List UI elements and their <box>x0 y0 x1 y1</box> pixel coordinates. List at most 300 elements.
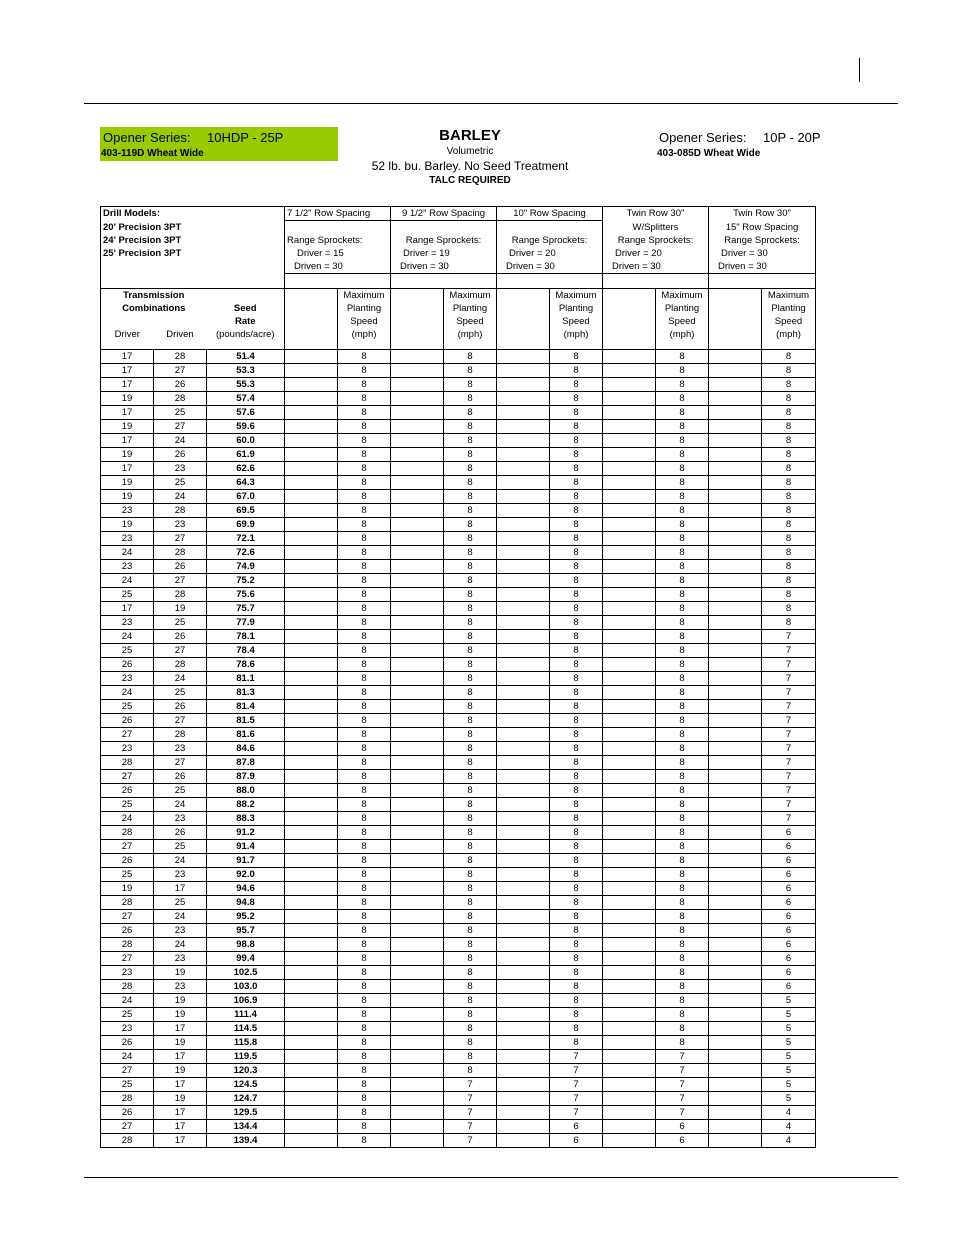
blank-cell <box>285 965 338 979</box>
speed-cell: 4 <box>762 1133 816 1147</box>
speed-cell: 8 <box>656 657 709 671</box>
seed-rate-cell: 74.9 <box>207 559 285 573</box>
speed-cell: 8 <box>550 783 603 797</box>
blank-cell <box>603 755 656 769</box>
driven-cell: 19 <box>154 965 207 979</box>
blank-cell <box>603 405 656 419</box>
driver-cell: 19 <box>101 447 154 461</box>
speed-cell: 7 <box>762 671 816 685</box>
seed-rate-cell: 81.4 <box>207 699 285 713</box>
speed-cell: 8 <box>550 979 603 993</box>
blank-cell <box>285 433 338 447</box>
speed-cell: 7 <box>762 797 816 811</box>
driven-cell: 25 <box>154 685 207 699</box>
seed-header: Seed <box>207 302 285 315</box>
pounds-acre-header: (pounds/acre) <box>207 328 285 341</box>
speed-cell: 8 <box>656 741 709 755</box>
table-row <box>101 643 816 657</box>
driven-cell: 23 <box>154 979 207 993</box>
table-row <box>101 881 816 895</box>
blank-cell <box>391 545 444 559</box>
table-row <box>101 517 816 531</box>
table-row <box>101 1049 816 1063</box>
speed-cell: 6 <box>762 895 816 909</box>
blank-cell <box>285 615 338 629</box>
blank-cell <box>497 531 550 545</box>
speed-cell: 8 <box>338 377 391 391</box>
driver-cell: 23 <box>101 741 154 755</box>
speed-cell: 8 <box>550 377 603 391</box>
driven-cell: 28 <box>154 349 207 363</box>
speed-unit: (mph) <box>338 328 391 341</box>
blank-cell <box>391 643 444 657</box>
table-row <box>101 433 816 447</box>
blank-cell <box>285 1105 338 1119</box>
speed-cell: 8 <box>338 629 391 643</box>
speed-cell: 8 <box>338 867 391 881</box>
blank-cell <box>603 825 656 839</box>
speed-cell: 8 <box>444 895 497 909</box>
blank-cell <box>285 769 338 783</box>
driven-cell: 25 <box>154 783 207 797</box>
blank-cell <box>709 391 762 405</box>
driver-cell: 17 <box>101 405 154 419</box>
driver-cell: 25 <box>101 587 154 601</box>
speed-cell: 8 <box>338 1091 391 1105</box>
speed-cell: 8 <box>762 489 816 503</box>
blank-cell <box>603 965 656 979</box>
blank-cell <box>497 1105 550 1119</box>
seed-rate-cell: 57.4 <box>207 391 285 405</box>
speed-cell: 6 <box>762 923 816 937</box>
speed-cell: 8 <box>550 573 603 587</box>
blank-cell <box>391 629 444 643</box>
table-row <box>101 503 816 517</box>
speed-cell: 8 <box>550 1007 603 1021</box>
blank-cell <box>709 377 762 391</box>
table-row <box>101 1021 816 1035</box>
table-row <box>101 825 816 839</box>
speed-header-2: Maximum <box>444 289 497 303</box>
seed-rate-cell: 59.6 <box>207 419 285 433</box>
driver-cell: 26 <box>101 713 154 727</box>
blank-cell <box>391 951 444 965</box>
speed-cell: 8 <box>656 769 709 783</box>
seed-rate-cell: 81.3 <box>207 685 285 699</box>
blank-cell <box>709 881 762 895</box>
blank-cell <box>285 377 338 391</box>
blank-cell <box>497 685 550 699</box>
driver-cell: 27 <box>101 839 154 853</box>
speed-cell: 8 <box>444 881 497 895</box>
blank-cell <box>391 391 444 405</box>
speed-cell: 8 <box>656 643 709 657</box>
seed-rate-table <box>100 206 816 1148</box>
blank-cell <box>391 559 444 573</box>
speed-cell: 8 <box>444 1007 497 1021</box>
blank-cell <box>709 951 762 965</box>
table-row <box>101 587 816 601</box>
speed-cell: 6 <box>762 951 816 965</box>
blank-cell <box>285 489 338 503</box>
driver-header: Driver <box>101 328 154 341</box>
speed-cell: 8 <box>656 559 709 573</box>
blank-cell <box>709 825 762 839</box>
speed-cell: 8 <box>550 909 603 923</box>
speed-cell: 8 <box>444 811 497 825</box>
driven-sprocket-4: Driven = 30 <box>603 260 709 274</box>
speed-cell: 8 <box>444 559 497 573</box>
driven-cell: 19 <box>154 993 207 1007</box>
speed-cell: 8 <box>338 755 391 769</box>
speed-cell: 7 <box>762 727 816 741</box>
speed-cell: 8 <box>338 923 391 937</box>
speed-cell: 8 <box>338 601 391 615</box>
speed-cell: 8 <box>656 979 709 993</box>
blank-cell <box>497 573 550 587</box>
speed-cell: 8 <box>338 573 391 587</box>
speed-cell: 7 <box>656 1105 709 1119</box>
blank-cell <box>391 587 444 601</box>
speed-cell: 8 <box>762 475 816 489</box>
blank-cell <box>497 671 550 685</box>
seed-rate-cell: 87.9 <box>207 769 285 783</box>
seed-rate-cell: 75.7 <box>207 601 285 615</box>
speed-cell: 5 <box>762 1035 816 1049</box>
speed-cell: 8 <box>550 615 603 629</box>
table-row <box>101 615 816 629</box>
blank-cell <box>603 559 656 573</box>
opener-label: Opener Series: <box>103 130 191 145</box>
speed-cell: 8 <box>656 1007 709 1021</box>
transmission-header: Transmission <box>101 289 207 303</box>
speed-cell: 8 <box>338 405 391 419</box>
speed-cell: 8 <box>338 1063 391 1077</box>
table-row <box>101 601 816 615</box>
blank-cell <box>497 489 550 503</box>
seed-rate-cell: 134.4 <box>207 1119 285 1133</box>
blank-cell <box>603 531 656 545</box>
driver-cell: 19 <box>101 475 154 489</box>
blank-cell <box>603 685 656 699</box>
blank-cell <box>285 1063 338 1077</box>
driver-sprocket-5: Driver = 30 <box>709 247 816 260</box>
blank-cell <box>709 615 762 629</box>
speed-cell: 8 <box>550 391 603 405</box>
speed-cell: 7 <box>762 643 816 657</box>
blank-cell <box>391 923 444 937</box>
bottom-rule <box>84 1177 898 1178</box>
driven-cell: 24 <box>154 489 207 503</box>
speed-cell: 6 <box>762 909 816 923</box>
driven-cell: 19 <box>154 1091 207 1105</box>
speed-cell: 8 <box>550 741 603 755</box>
driven-cell: 27 <box>154 531 207 545</box>
blank-cell <box>391 531 444 545</box>
speed-cell: 8 <box>444 447 497 461</box>
blank-cell <box>603 601 656 615</box>
speed-cell: 8 <box>550 993 603 1007</box>
speed-subheader: Speed <box>338 315 391 328</box>
speed-cell: 7 <box>550 1063 603 1077</box>
speed-cell: 8 <box>656 895 709 909</box>
speed-subheader: Planting <box>444 302 497 315</box>
speed-cell: 8 <box>656 545 709 559</box>
blank-cell <box>709 1077 762 1091</box>
blank-cell <box>285 937 338 951</box>
driver-cell: 24 <box>101 685 154 699</box>
speed-cell: 8 <box>550 475 603 489</box>
driver-sprocket-1: Driver = 15 <box>285 247 391 260</box>
blank-cell <box>603 657 656 671</box>
speed-cell: 8 <box>444 573 497 587</box>
speed-cell: 8 <box>550 853 603 867</box>
table-row <box>101 531 816 545</box>
blank-cell <box>285 363 338 377</box>
speed-cell: 8 <box>444 377 497 391</box>
speed-cell: 8 <box>550 937 603 951</box>
speed-cell: 8 <box>444 1021 497 1035</box>
spacing-subname-4: W/Splitters <box>603 221 709 235</box>
opener-series: 10P - 20P <box>763 130 821 145</box>
blank-cell <box>497 503 550 517</box>
blank-cell <box>709 839 762 853</box>
driven-cell: 26 <box>154 559 207 573</box>
speed-cell: 8 <box>338 615 391 629</box>
speed-cell: 8 <box>656 993 709 1007</box>
speed-cell: 8 <box>656 433 709 447</box>
speed-cell: 8 <box>762 517 816 531</box>
driven-cell: 25 <box>154 475 207 489</box>
seed-rate-cell: 91.4 <box>207 839 285 853</box>
speed-cell: 8 <box>444 363 497 377</box>
rate-header: Rate <box>207 315 285 328</box>
opener-part: 403-085D Wheat Wide <box>657 148 761 159</box>
seed-rate-cell: 129.5 <box>207 1105 285 1119</box>
blank-cell <box>391 601 444 615</box>
driver-cell: 28 <box>101 825 154 839</box>
blank-cell <box>391 1063 444 1077</box>
seed-rate-cell: 64.3 <box>207 475 285 489</box>
speed-cell: 8 <box>338 545 391 559</box>
table-row <box>101 853 816 867</box>
seed-rate-cell: 119.5 <box>207 1049 285 1063</box>
speed-cell: 8 <box>338 475 391 489</box>
seed-rate-cell: 94.6 <box>207 881 285 895</box>
blank-cell <box>497 391 550 405</box>
blank-cell <box>709 909 762 923</box>
speed-cell: 7 <box>444 1091 497 1105</box>
blank-cell <box>709 699 762 713</box>
drill-model-2: 24' Precision 3PT <box>101 234 285 247</box>
blank-cell <box>285 573 338 587</box>
driven-sprocket-5: Driven = 30 <box>709 260 816 274</box>
blank-cell <box>497 1021 550 1035</box>
driver-cell: 27 <box>101 951 154 965</box>
blank-cell <box>391 853 444 867</box>
seed-rate-cell: 60.0 <box>207 433 285 447</box>
blank-cell <box>603 671 656 685</box>
driven-cell: 19 <box>154 1007 207 1021</box>
range-sprockets-4: Range Sprockets: <box>603 234 709 247</box>
table-row <box>101 797 816 811</box>
driven-cell: 17 <box>154 881 207 895</box>
speed-cell: 8 <box>656 881 709 895</box>
driver-cell: 25 <box>101 1077 154 1091</box>
table-row <box>101 783 816 797</box>
blank-cell <box>603 951 656 965</box>
top-rule <box>84 103 898 104</box>
table-row <box>101 755 816 769</box>
blank-cell <box>603 475 656 489</box>
driver-cell: 23 <box>101 615 154 629</box>
speed-cell: 8 <box>550 461 603 475</box>
driven-cell: 28 <box>154 587 207 601</box>
seed-rate-cell: 72.6 <box>207 545 285 559</box>
blank-cell <box>603 853 656 867</box>
speed-cell: 8 <box>550 965 603 979</box>
driven-cell: 17 <box>154 1049 207 1063</box>
speed-cell: 8 <box>444 825 497 839</box>
blank-cell <box>285 601 338 615</box>
driver-cell: 19 <box>101 881 154 895</box>
table-row <box>101 559 816 573</box>
speed-cell: 8 <box>444 937 497 951</box>
blank-cell <box>391 727 444 741</box>
seed-rate-cell: 78.1 <box>207 629 285 643</box>
blank-cell <box>285 825 338 839</box>
speed-unit: (mph) <box>550 328 603 341</box>
driver-cell: 24 <box>101 993 154 1007</box>
blank-cell <box>497 727 550 741</box>
seed-rate-cell: 103.0 <box>207 979 285 993</box>
driven-cell: 24 <box>154 937 207 951</box>
table-row <box>101 1091 816 1105</box>
speed-cell: 8 <box>444 839 497 853</box>
driven-cell: 26 <box>154 699 207 713</box>
drill-model-1: 20' Precision 3PT <box>101 221 285 235</box>
speed-cell: 8 <box>338 559 391 573</box>
speed-cell: 8 <box>338 671 391 685</box>
driver-cell: 27 <box>101 1119 154 1133</box>
seed-rate-cell: 95.2 <box>207 909 285 923</box>
seed-rate-cell: 78.6 <box>207 657 285 671</box>
blank-cell <box>497 615 550 629</box>
method-label: Volumetric <box>446 146 494 157</box>
page-title-block <box>340 127 600 187</box>
table-row <box>101 573 816 587</box>
driven-cell: 17 <box>154 1105 207 1119</box>
table-row <box>101 377 816 391</box>
speed-cell: 8 <box>550 419 603 433</box>
blank-cell <box>709 811 762 825</box>
driver-cell: 26 <box>101 783 154 797</box>
blank-cell <box>497 1133 550 1147</box>
driven-cell: 24 <box>154 853 207 867</box>
speed-cell: 8 <box>444 755 497 769</box>
driven-cell: 27 <box>154 755 207 769</box>
blank-cell <box>603 1049 656 1063</box>
blank-cell <box>285 1021 338 1035</box>
blank-cell <box>603 923 656 937</box>
speed-cell: 8 <box>444 433 497 447</box>
driver-cell: 26 <box>101 1105 154 1119</box>
driver-cell: 17 <box>101 461 154 475</box>
blank-cell <box>709 965 762 979</box>
blank-cell <box>603 391 656 405</box>
table-row <box>101 867 816 881</box>
driven-cell: 28 <box>154 503 207 517</box>
driver-cell: 28 <box>101 895 154 909</box>
speed-cell: 8 <box>762 419 816 433</box>
driven-cell: 23 <box>154 951 207 965</box>
seed-rate-cell: 67.0 <box>207 489 285 503</box>
blank-cell <box>709 1049 762 1063</box>
speed-cell: 8 <box>338 447 391 461</box>
driver-cell: 26 <box>101 923 154 937</box>
speed-header-3: Maximum <box>550 289 603 303</box>
driven-cell: 26 <box>154 825 207 839</box>
speed-cell: 7 <box>656 1091 709 1105</box>
table-row <box>101 447 816 461</box>
blank-cell <box>285 993 338 1007</box>
speed-cell: 6 <box>550 1119 603 1133</box>
blank-cell <box>709 713 762 727</box>
table-row <box>101 1007 816 1021</box>
driver-sprocket-3: Driver = 20 <box>497 247 603 260</box>
speed-subheader: Planting <box>656 302 709 315</box>
table-row <box>101 1105 816 1119</box>
table-row <box>101 391 816 405</box>
table-row <box>101 937 816 951</box>
blank-cell <box>391 895 444 909</box>
speed-cell: 8 <box>550 713 603 727</box>
driven-cell: 23 <box>154 461 207 475</box>
blank-cell <box>391 377 444 391</box>
blank-cell <box>497 1119 550 1133</box>
blank-cell <box>709 1091 762 1105</box>
seed-rate-cell: 57.6 <box>207 405 285 419</box>
driver-cell: 24 <box>101 629 154 643</box>
blank-cell <box>603 741 656 755</box>
speed-cell: 8 <box>762 601 816 615</box>
blank-cell <box>603 1091 656 1105</box>
speed-cell: 8 <box>338 685 391 699</box>
driven-sprocket-1: Driven = 30 <box>285 260 391 274</box>
seed-rate-cell: 111.4 <box>207 1007 285 1021</box>
speed-cell: 6 <box>762 825 816 839</box>
speed-cell: 8 <box>762 377 816 391</box>
driver-cell: 28 <box>101 1133 154 1147</box>
speed-cell: 7 <box>762 699 816 713</box>
opener-label: Opener Series: <box>659 130 747 145</box>
speed-cell: 8 <box>656 937 709 951</box>
table-row <box>101 993 816 1007</box>
driver-cell: 17 <box>101 601 154 615</box>
speed-cell: 8 <box>444 797 497 811</box>
speed-cell: 8 <box>656 965 709 979</box>
speed-cell: 5 <box>762 1049 816 1063</box>
blank-cell <box>391 461 444 475</box>
driven-cell: 27 <box>154 573 207 587</box>
speed-cell: 8 <box>338 839 391 853</box>
speed-cell: 8 <box>444 419 497 433</box>
driver-cell: 17 <box>101 349 154 363</box>
driven-cell: 27 <box>154 419 207 433</box>
speed-cell: 6 <box>550 1133 603 1147</box>
blank-cell <box>709 433 762 447</box>
blank-cell <box>391 797 444 811</box>
